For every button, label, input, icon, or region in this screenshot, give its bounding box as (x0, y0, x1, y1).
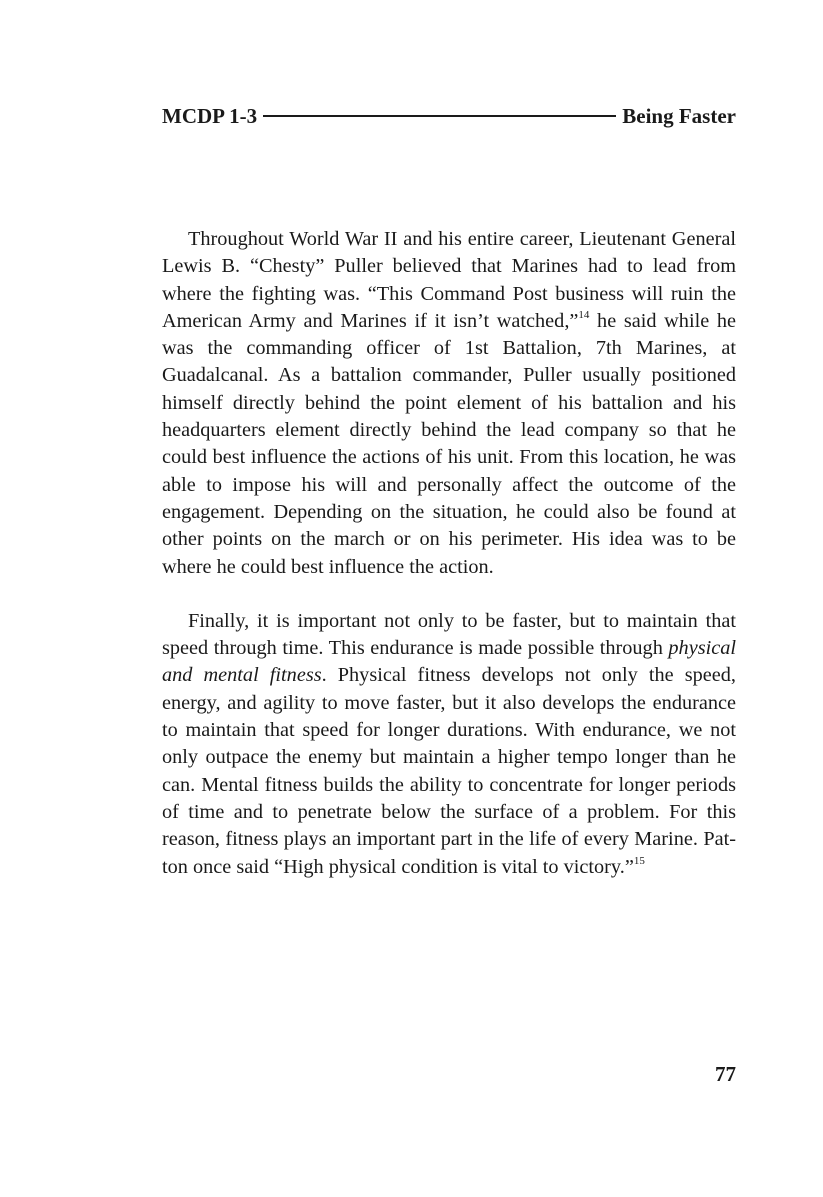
page-number: 77 (715, 1062, 736, 1086)
paragraph-text: . Physical fitness develops not only the speed, energy, and agility to move faster, but it also develops the endurance to maintain that speed for longer durations. With endurance, we not only outpace the enemy but maintain a higher tempo longer than he can. Mental fitness builds the ability to concentrate for longer periods of time and to penetrate below the surface of a problem. For this reason, fitness plays an important part in the life of every Marine. Patton once said “High physical condition is vital to victory.” (162, 664, 736, 878)
paragraph-text: Throughout World War II and his entire career, Lieutenant General Lewis B. “Chesty” Puller believed that Marines had to lead from where the fighting was. “This Command Post business will ruin the American Army and Marines if it isn’t watched,” (162, 228, 736, 332)
running-header (162, 102, 736, 130)
header-rule (263, 115, 616, 117)
main-text (162, 226, 736, 881)
footnote-marker: 14 (578, 309, 590, 322)
paragraph-fitness (162, 608, 736, 881)
paragraph-puller (162, 226, 736, 581)
header-chapter-title: Being Faster (622, 103, 736, 128)
emphasis-term: physical and mental fitness (162, 637, 736, 687)
paragraph-text: he said while he was the commanding officer of 1st Battalion, 7th Marines, at Guadalcanal. As a battalion commander, Puller usually positioned himself directly behind the point element of his battalion and his headquarters element directly behind the lead company so that he could best influence the actions of his unit. From this location, he was able to impose his will and personally affect the outcome of the engagement. Depending on the situation, he could also be found at other points on the march or on his perimeter. His idea was to be where he could best influence the action. (162, 309, 736, 578)
header-publication-id: MCDP 1-3 (162, 103, 258, 128)
footnote-marker: 15 (633, 854, 645, 867)
paragraph-text: Finally, it is important not only to be faster, but to maintain that speed through time. This endurance is made possible through (162, 609, 736, 660)
